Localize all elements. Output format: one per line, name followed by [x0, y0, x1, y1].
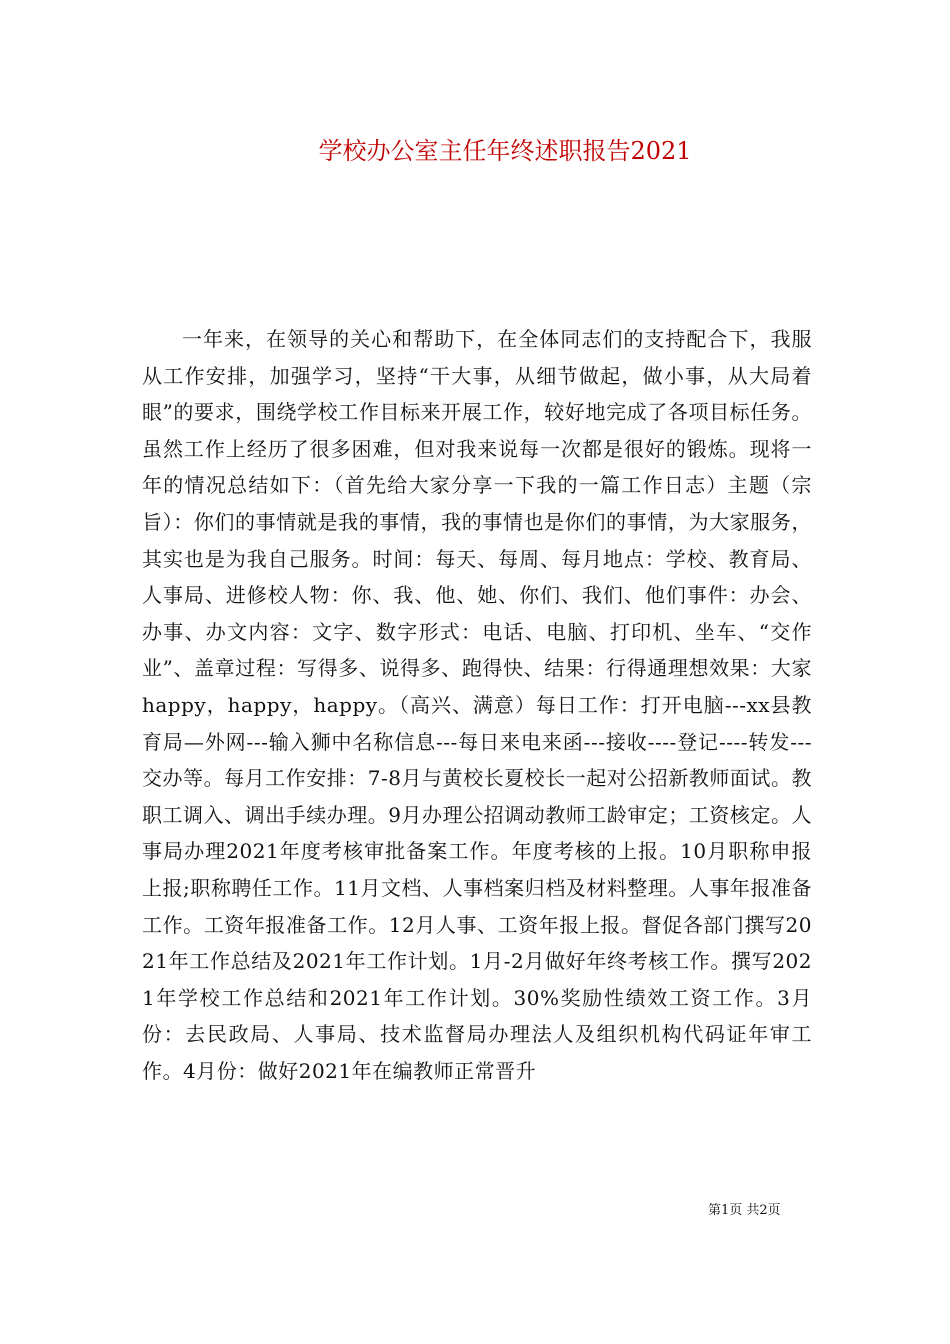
document-body-paragraph: 一年来，在领导的关心和帮助下，在全体同志们的支持配合下，我服从工作安排，加强学习，坚持“干大事，从细节做起，做小事，从大局着眼”的要求，围绕学校工作目标来开展工作，较好地完成了各项目标任务。虽然工作上经历了很多困难，但对我来说每一次都是很好的锻炼。现将一年的情况总结如下：（首先给大家分享一下我的一篇工作日志）主题（宗旨）：你们的事情就是我的事情，我的事情也是你们的事情，为大家服务，其实也是为我自己服务。时间：每天、每周、每月地点：学校、教育局、人事局、进修校人物：你、我、他、她、你们、我们、他们事件：办会、办事、办文内容：文字、数字形式：电话、电脑、打印机、坐车、“交作业”、盖章过程：写得多、说得多、跑得快、结果：行得通理想效果：大家happy，happy，happy。（高兴、满意）每日工作：打开电脑---xx县教育局—外网---输入狮中名称信息---每日来电来函---接收----登记----转发---交办等。每月工作安排：7-8月与黄校长夏校长一起对公招新教师面试。教职工调入、调出手续办理。9月办理公招调动教师工龄审定；工资核定。人事局办理2021年度考核审批备案工作。年度考核的上报。10月职称申报上报;职称聘任工作。11月文档、人事档案归档及材料整理。人事年报准备工作。工资年报准备工作。12月人事、工资年报上报。督促各部门撰写2021年工作总结及2021年工作计划。1月-2月做好年终考核工作。撰写2021年学校工作总结和2021年工作计划。30%奖励性绩效工资工作。3月份：去民政局、人事局、技术监督局办理法人及组织机构代码证年审工作。4月份：做好2021年在编教师正常晋升: [142, 327, 812, 1083]
page-number-footer: 第1页 共2页: [708, 1203, 781, 1218]
document-title: 学校办公室主任年终述职报告2021: [318, 137, 692, 165]
